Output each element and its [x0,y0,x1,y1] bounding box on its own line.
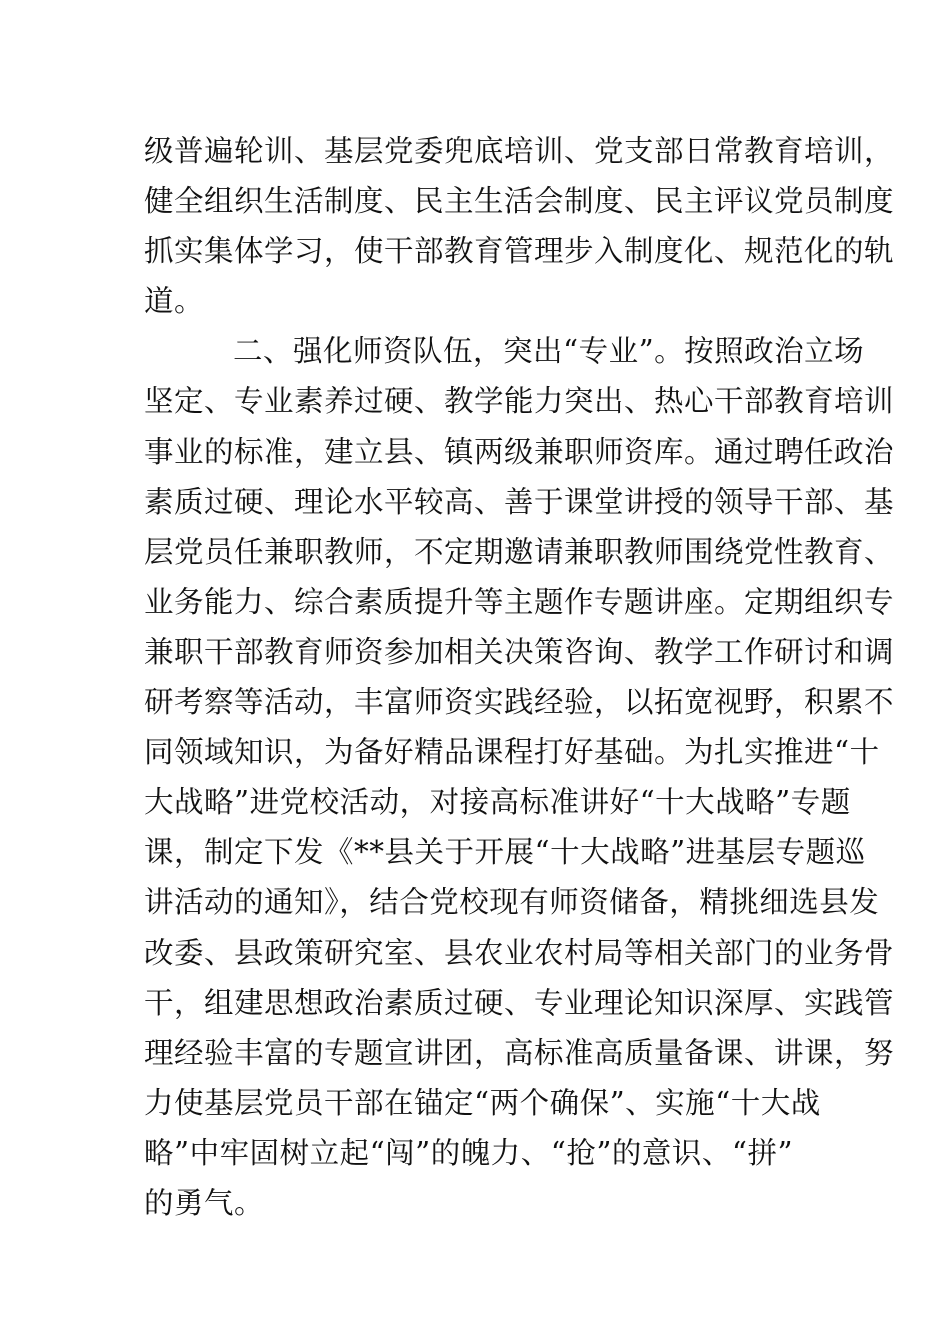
text-line: 讲活动的通知》，结合党校现有师资储备，精挑细选县发 [144,885,880,920]
text-line: 抓实集体学习，使干部教育管理步入制度化、规范化的轨 [144,234,895,269]
body-text [144,126,895,1228]
text-line: 课，制定下发《**县关于开展“十大战略”进基层专题巡 [144,835,866,870]
text-line: 力使基层党员干部在锚定“两个确保”、实施“十大战 [144,1085,821,1120]
text-line: 的勇气。 [144,1185,265,1220]
text-line: 级普遍轮训、基层党委兜底培训、党支部日常教育培训， [144,134,895,168]
text-line: 同领域知识，为备好精品课程打好基础。为扎实推进“十 [144,735,880,770]
text-line: 理经验丰富的专题宣讲团，高标准高质量备课、讲课，努 [144,1035,895,1070]
text-line: 研考察等活动，丰富师资实践经验，以拓宽视野，积累不 [144,685,895,720]
text-line: 层党员任兼职教师，不定期邀请兼职教师围绕党性教育、 [144,534,895,569]
text-line: 素质过硬、理论水平较高、善于课堂讲授的领导干部、基 [144,484,895,519]
text-line: 略”中牢固树立起“闯”的魄力、“抢”的意识、“拼” [144,1135,794,1170]
text-line: 大战略”进党校活动，对接高标准讲好“十大战略”专题 [144,785,851,820]
section-heading-line: 二、强化师资队伍，突出“专业”。按照政治立场 [233,334,865,369]
text-line: 坚定、专业素养过硬、教学能力突出、热心干部教育培训 [144,384,895,419]
text-line: 健全组织生活制度、民主生活会制度、民主评议党员制度 [144,184,895,219]
text-line: 改委、县政策研究室、县农业农村局等相关部门的业务骨 [144,935,895,970]
text-line: 事业的标准，建立县、镇两级兼职师资库。通过聘任政治 [144,434,895,469]
text-line: 干，组建思想政治素质过硬、专业理论知识深厚、实践管 [144,985,895,1020]
text-line: 道。 [144,284,205,319]
text-line: 兼职干部教育师资参加相关决策咨询、教学工作研讨和调 [144,634,895,669]
text-line: 业务能力、综合素质提升等主题作专题讲座。定期组织专 [144,584,895,619]
